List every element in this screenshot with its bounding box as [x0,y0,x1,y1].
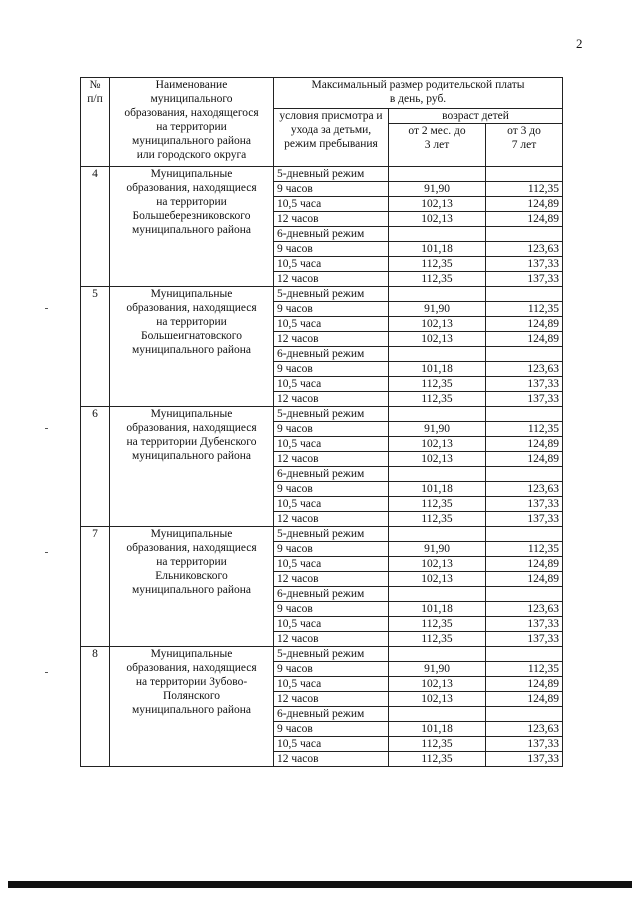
municipality-name: Муниципальные образования, находящиеся на территории Ельниковского муниципального района [110,527,274,647]
fee-under-3: 112,35 [389,497,486,512]
empty-cell [486,407,563,422]
fee-3-to-7: 137,33 [486,632,563,647]
fee-3-to-7: 137,33 [486,512,563,527]
condition-cell: 12 часов [274,752,389,767]
fee-under-3: 101,18 [389,362,486,377]
fee-under-3: 102,13 [389,212,486,227]
fee-3-to-7: 124,89 [486,197,563,212]
fee-under-3: 112,35 [389,752,486,767]
condition-cell: 10,5 часа [274,377,389,392]
row-number: 6 [81,407,110,527]
condition-cell: 10,5 часа [274,557,389,572]
municipality-name: Муниципальные образования, находящиеся на территории Большеберезниковского муниципального района [110,167,274,287]
fee-under-3: 112,35 [389,272,486,287]
table-row [81,407,563,422]
condition-cell: 10,5 часа [274,617,389,632]
fee-under-3: 102,13 [389,557,486,572]
empty-cell [486,227,563,242]
header-num: № п/п [81,78,110,167]
empty-cell [486,287,563,302]
fee-under-3: 91,90 [389,422,486,437]
page-number: 2 [576,36,583,51]
fee-under-3: 102,13 [389,572,486,587]
row-number: 5 [81,287,110,407]
fee-3-to-7: 124,89 [486,212,563,227]
empty-cell [389,227,486,242]
fee-under-3: 112,35 [389,737,486,752]
condition-cell: 10,5 часа [274,677,389,692]
header-max-fee: Максимальный размер родительской платы в день, руб. [274,78,563,109]
empty-cell [389,407,486,422]
fee-3-to-7: 112,35 [486,542,563,557]
table-row [81,647,563,662]
mode-label: 6-дневный режим [274,707,389,722]
fee-3-to-7: 137,33 [486,752,563,767]
scan-speck [45,672,48,673]
fee-under-3: 91,90 [389,182,486,197]
condition-cell: 10,5 часа [274,197,389,212]
mode-label: 5-дневный режим [274,527,389,542]
fee-under-3: 112,35 [389,392,486,407]
fee-under-3: 102,13 [389,452,486,467]
condition-cell: 12 часов [274,692,389,707]
fee-3-to-7: 137,33 [486,497,563,512]
fee-under-3: 102,13 [389,317,486,332]
fee-3-to-7: 123,63 [486,722,563,737]
fee-table [80,77,563,767]
condition-cell: 9 часов [274,662,389,677]
fee-under-3: 112,35 [389,632,486,647]
fee-3-to-7: 123,63 [486,482,563,497]
table-row [81,287,563,302]
condition-cell: 9 часов [274,722,389,737]
fee-under-3: 102,13 [389,332,486,347]
fee-under-3: 101,18 [389,722,486,737]
empty-cell [389,467,486,482]
mode-label: 6-дневный режим [274,347,389,362]
empty-cell [389,587,486,602]
empty-cell [486,527,563,542]
fee-under-3: 91,90 [389,302,486,317]
condition-cell: 9 часов [274,182,389,197]
empty-cell [486,467,563,482]
condition-cell: 10,5 часа [274,437,389,452]
fee-3-to-7: 137,33 [486,617,563,632]
condition-cell: 12 часов [274,392,389,407]
empty-cell [486,167,563,182]
condition-cell: 10,5 часа [274,317,389,332]
fee-under-3: 102,13 [389,692,486,707]
scan-speck [45,308,48,309]
fee-3-to-7: 124,89 [486,332,563,347]
condition-cell: 9 часов [274,362,389,377]
fee-3-to-7: 137,33 [486,737,563,752]
fee-3-to-7: 112,35 [486,422,563,437]
empty-cell [389,707,486,722]
empty-cell [486,347,563,362]
fee-3-to-7: 137,33 [486,377,563,392]
row-number: 7 [81,527,110,647]
table-body [81,167,563,767]
fee-3-to-7: 112,35 [486,662,563,677]
condition-cell: 9 часов [274,542,389,557]
fee-under-3: 102,13 [389,197,486,212]
fee-under-3: 112,35 [389,257,486,272]
scan-speck [45,428,48,429]
row-number: 4 [81,167,110,287]
fee-3-to-7: 137,33 [486,392,563,407]
empty-cell [389,347,486,362]
fee-3-to-7: 137,33 [486,257,563,272]
condition-cell: 12 часов [274,512,389,527]
condition-cell: 9 часов [274,422,389,437]
table-header [81,78,563,167]
condition-cell: 9 часов [274,242,389,257]
fee-3-to-7: 112,35 [486,182,563,197]
empty-cell [486,707,563,722]
fee-3-to-7: 112,35 [486,302,563,317]
condition-cell: 12 часов [274,332,389,347]
fee-under-3: 112,35 [389,377,486,392]
mode-label: 6-дневный режим [274,227,389,242]
fee-3-to-7: 124,89 [486,692,563,707]
condition-cell: 9 часов [274,302,389,317]
fee-under-3: 91,90 [389,662,486,677]
fee-under-3: 112,35 [389,617,486,632]
municipality-name: Муниципальные образования, находящиеся на территории Большеигнатовского муниципального района [110,287,274,407]
fee-under-3: 101,18 [389,482,486,497]
condition-cell: 10,5 часа [274,497,389,512]
condition-cell: 12 часов [274,632,389,647]
header-conditions: условия присмотра и ухода за детьми, режим пребывания [274,109,389,167]
fee-3-to-7: 124,89 [486,557,563,572]
mode-label: 5-дневный режим [274,167,389,182]
condition-cell: 12 часов [274,272,389,287]
fee-3-to-7: 123,63 [486,362,563,377]
fee-3-to-7: 123,63 [486,602,563,617]
condition-cell: 10,5 часа [274,737,389,752]
table-row [81,527,563,542]
header-age: возраст детей [389,109,563,124]
fee-under-3: 91,90 [389,542,486,557]
mode-label: 5-дневный режим [274,407,389,422]
fee-3-to-7: 124,89 [486,452,563,467]
table-row [81,167,563,182]
scan-border-bar [8,881,632,888]
empty-cell [486,647,563,662]
fee-under-3: 101,18 [389,602,486,617]
empty-cell [486,587,563,602]
mode-label: 6-дневный режим [274,467,389,482]
fee-3-to-7: 124,89 [486,437,563,452]
condition-cell: 12 часов [274,452,389,467]
fee-under-3: 112,35 [389,512,486,527]
fee-3-to-7: 124,89 [486,572,563,587]
mode-label: 6-дневный режим [274,587,389,602]
municipality-name: Муниципальные образования, находящиеся на территории Дубенского муниципального района [110,407,274,527]
empty-cell [389,167,486,182]
condition-cell: 12 часов [274,572,389,587]
fee-under-3: 102,13 [389,437,486,452]
empty-cell [389,527,486,542]
empty-cell [389,647,486,662]
header-name: Наименование муниципального образования, находящегося на территории муниципального района или городского округа [110,78,274,167]
header-age-col2: от 3 до 7 лет [486,124,563,167]
row-number: 8 [81,647,110,767]
fee-3-to-7: 124,89 [486,677,563,692]
mode-label: 5-дневный режим [274,287,389,302]
condition-cell: 9 часов [274,482,389,497]
municipality-name: Муниципальные образования, находящиеся на территории Зубово- Полянского муниципального района [110,647,274,767]
fee-3-to-7: 123,63 [486,242,563,257]
fee-3-to-7: 124,89 [486,317,563,332]
mode-label: 5-дневный режим [274,647,389,662]
scan-speck [45,552,48,553]
empty-cell [389,287,486,302]
fee-under-3: 102,13 [389,677,486,692]
header-age-col1: от 2 мес. до 3 лет [389,124,486,167]
fee-3-to-7: 137,33 [486,272,563,287]
condition-cell: 10,5 часа [274,257,389,272]
condition-cell: 9 часов [274,602,389,617]
fee-under-3: 101,18 [389,242,486,257]
condition-cell: 12 часов [274,212,389,227]
